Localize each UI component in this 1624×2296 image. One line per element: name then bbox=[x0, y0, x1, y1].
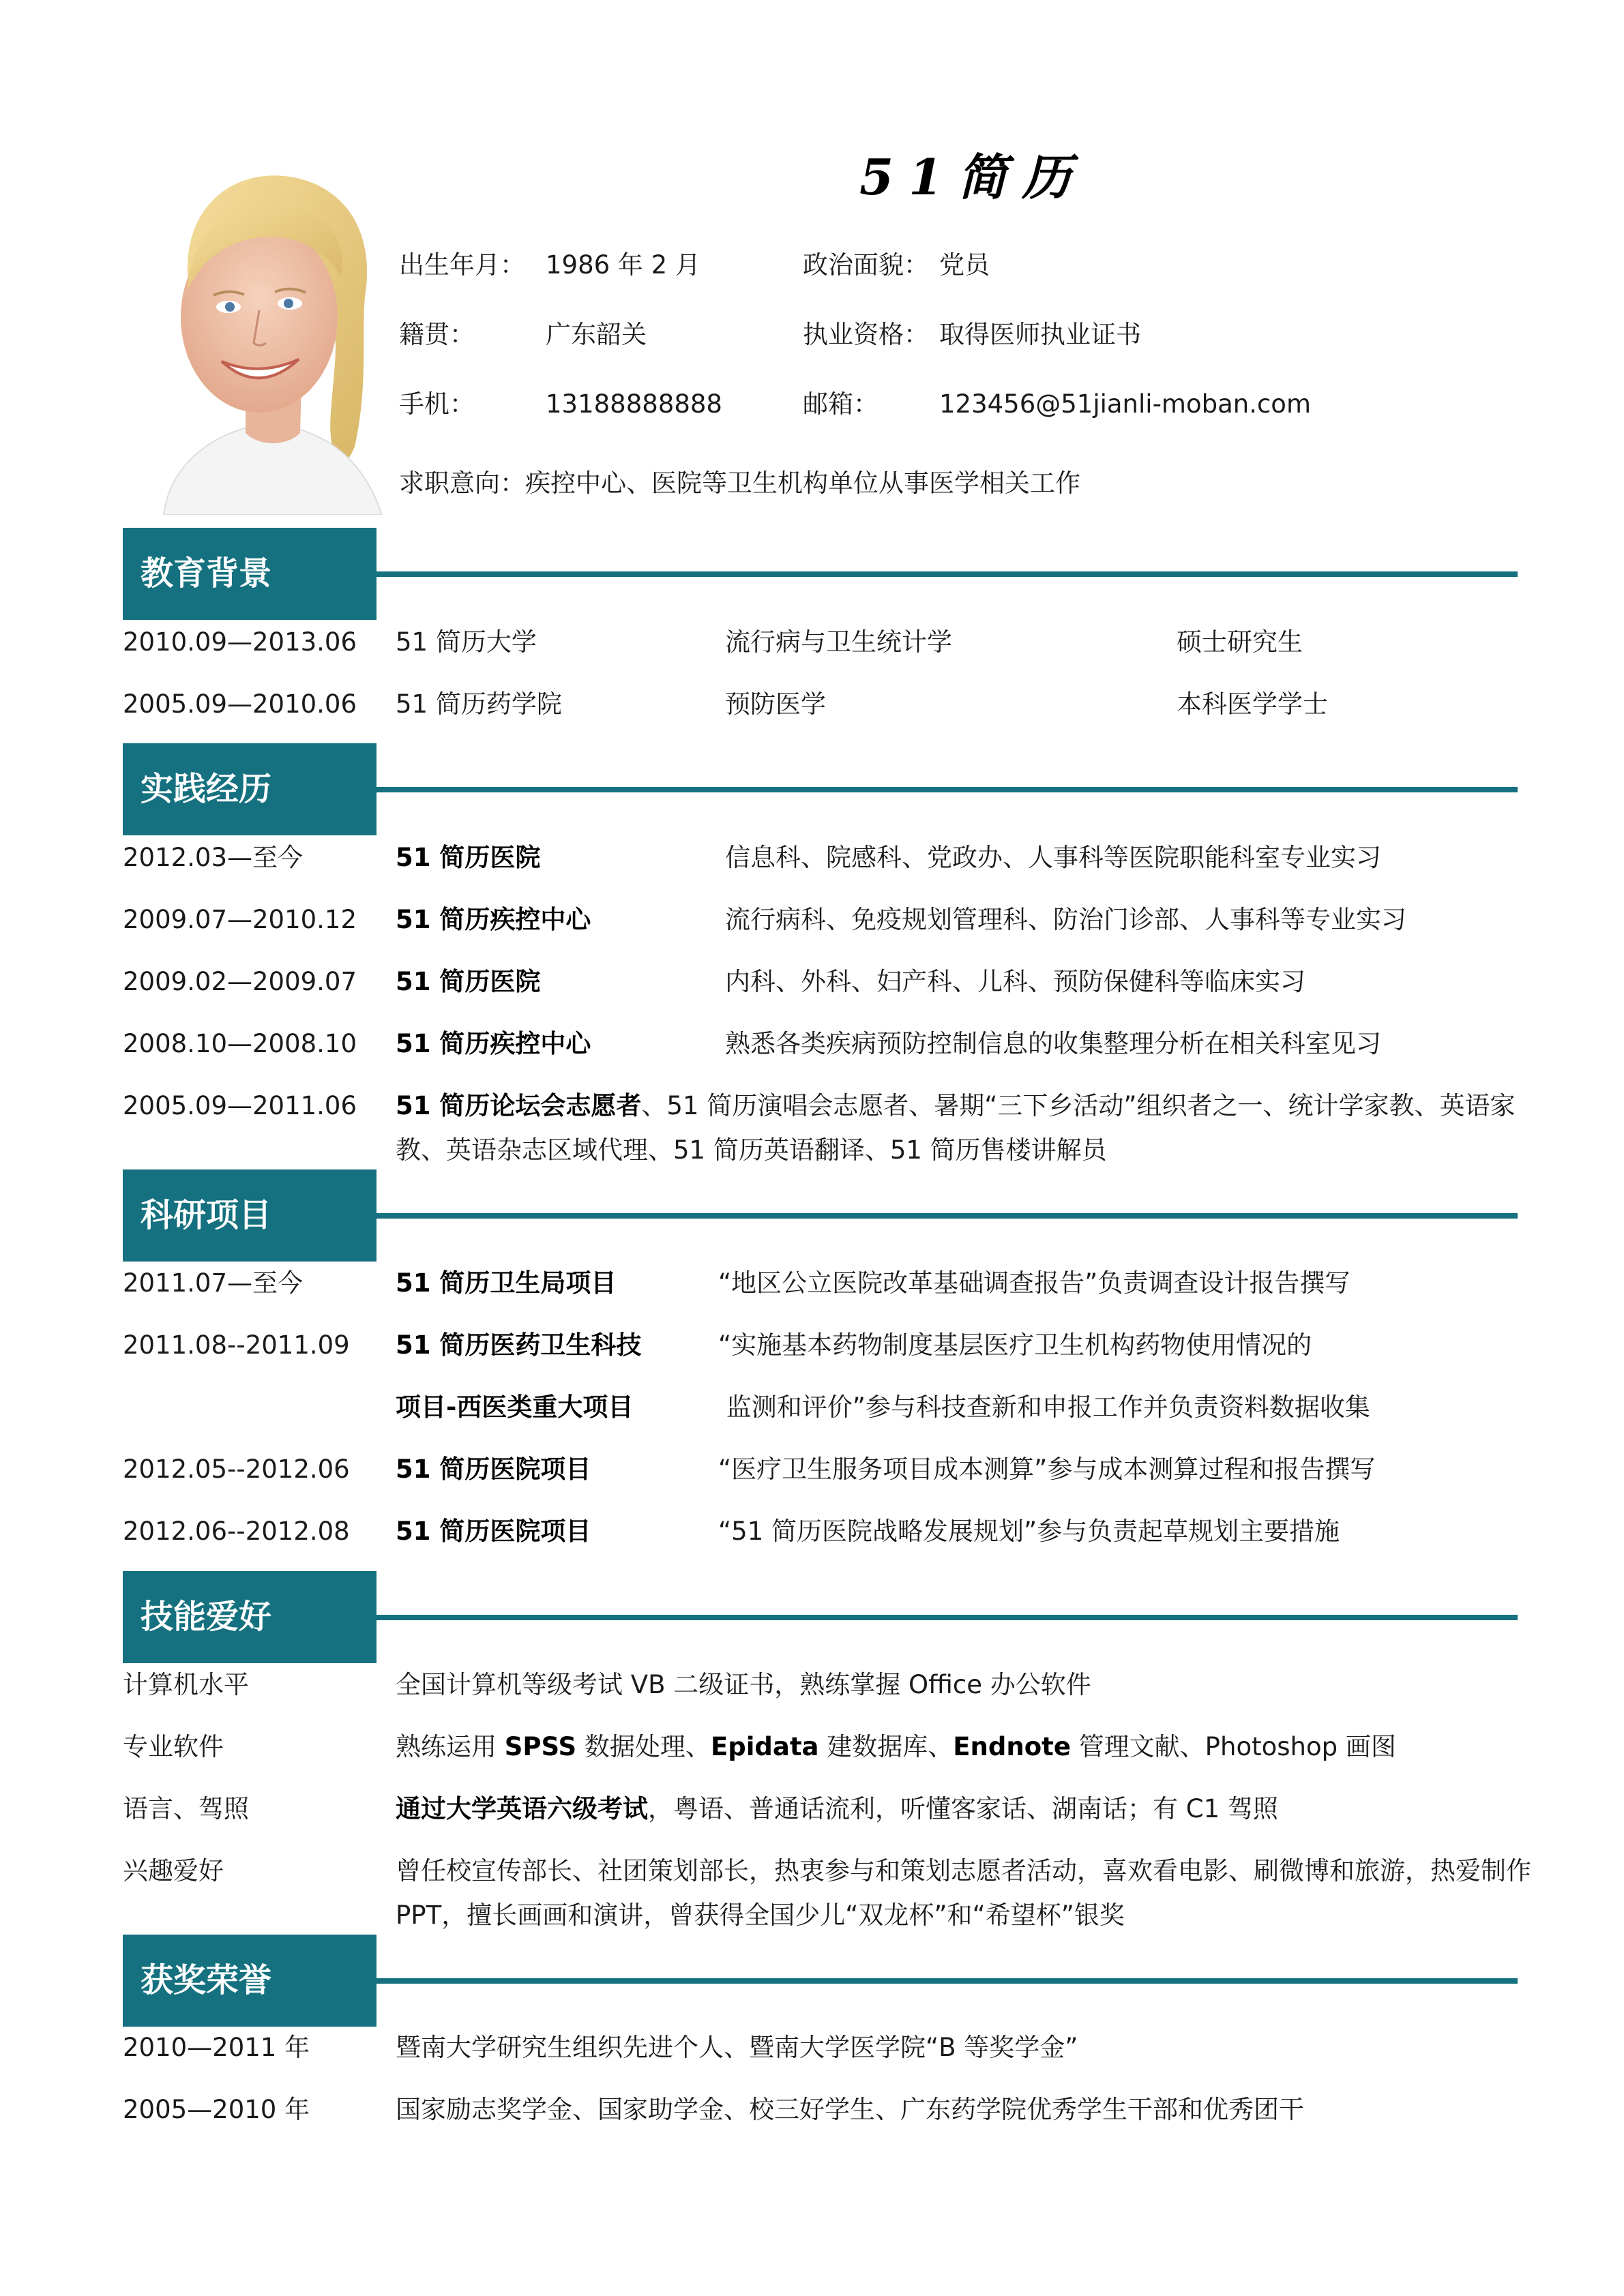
skill-text-hobby: 曾任校宣传部长、社团策划部长，热衷参与和策划志愿者活动，喜欢看电影、刷微博和旅游，热爱制作 bbox=[396, 1856, 1531, 1885]
section-divider bbox=[377, 1615, 1518, 1620]
practice-desc: 信息科、院感科、党政办、人事科等医院职能科室专业实习 bbox=[725, 843, 1381, 872]
skill-text-computer: 全国计算机等级考试 VB 二级证书，熟练掌握 Office 办公软件 bbox=[396, 1670, 1091, 1699]
award-date: 2010—2011 年 bbox=[123, 2033, 310, 2062]
volunteer-line-1 bbox=[396, 1091, 1516, 1121]
software-text: 管理文献、Photoshop 画图 bbox=[1070, 1732, 1396, 1761]
software-endnote: Endnote bbox=[953, 1732, 1071, 1761]
phone-label: 手机： bbox=[399, 389, 475, 419]
practice-org: 51 简历疾控中心 bbox=[396, 905, 591, 934]
edu-major: 流行病与卫生统计学 bbox=[725, 627, 952, 657]
phone-value: 13188888888 bbox=[546, 389, 722, 419]
section-divider bbox=[377, 787, 1518, 792]
practice-org: 51 简历疾控中心 bbox=[396, 1029, 591, 1058]
job-objective: 求职意向：疾控中心、医院等卫生机构单位从事医学相关工作 bbox=[399, 468, 1080, 498]
practice-date: 2012.03—至今 bbox=[123, 843, 304, 872]
woman-portrait-icon bbox=[123, 160, 396, 515]
volunteer-highlight: 51 简历论坛会志愿者 bbox=[396, 1091, 642, 1120]
research-desc: 监测和评价”参与科技查新和申报工作并负责资料数据收集 bbox=[718, 1392, 1370, 1422]
politics-value: 党员 bbox=[939, 250, 990, 280]
origin-label: 籍贯： bbox=[399, 320, 475, 349]
practice-date: 2009.02—2009.07 bbox=[123, 967, 357, 996]
practice-desc: 内科、外科、妇产科、儿科、预防保健科等临床实习 bbox=[725, 967, 1305, 996]
qualification-value: 取得医师执业证书 bbox=[939, 320, 1141, 349]
section-heading-education: 教育背景 bbox=[123, 528, 377, 620]
research-desc: “地区公立医院改革基础调查报告”负责调查设计报告撰写 bbox=[718, 1268, 1350, 1298]
practice-date: 2008.10—2008.10 bbox=[123, 1029, 357, 1058]
research-date: 2011.07—至今 bbox=[123, 1268, 304, 1298]
qualification-label: 执业资格： bbox=[803, 320, 929, 349]
volunteer-text: 、51 简历演唱会志愿者、暑期“三下乡活动”组织者之一、统计学家教、英语家 bbox=[641, 1091, 1516, 1120]
edu-school: 51 简历药学院 bbox=[396, 689, 562, 719]
practice-desc: 熟悉各类疾病预防控制信息的收集整理分析在相关科室见习 bbox=[725, 1029, 1381, 1058]
software-epidata: Epidata bbox=[710, 1732, 819, 1761]
skill-label-hobby: 兴趣爱好 bbox=[123, 1856, 224, 1885]
software-text: 数据处理、 bbox=[576, 1732, 711, 1761]
skill-text-software bbox=[396, 1732, 1396, 1762]
politics-label: 政治面貌： bbox=[803, 250, 929, 280]
section-heading-research: 科研项目 bbox=[123, 1169, 377, 1262]
software-text: 建数据库、 bbox=[818, 1732, 954, 1761]
birth-value: 1986 年 2 月 bbox=[546, 250, 700, 280]
research-date: 2011.08--2011.09 bbox=[123, 1330, 350, 1360]
email-label: 邮箱： bbox=[803, 389, 879, 419]
practice-desc: 流行病科、免疫规划管理科、防治门诊部、人事科等专业实习 bbox=[725, 905, 1406, 934]
section-divider bbox=[377, 1978, 1518, 1984]
research-org: 51 简历卫生局项目 bbox=[396, 1268, 617, 1298]
section-heading-practice: 实践经历 bbox=[123, 743, 377, 835]
skill-text-hobby-2: PPT，擅长画画和演讲，曾获得全国少儿“双龙杯”和“希望杯”银奖 bbox=[396, 1900, 1125, 1930]
origin-value: 广东韶关 bbox=[546, 320, 647, 349]
skill-label-language: 语言、驾照 bbox=[123, 1794, 249, 1823]
research-desc: “实施基本药物制度基层医疗卫生机构药物使用情况的 bbox=[718, 1330, 1312, 1360]
edu-degree: 硕士研究生 bbox=[1177, 627, 1303, 657]
section-heading-awards: 获奖荣誉 bbox=[123, 1935, 377, 2027]
software-text: 熟练运用 bbox=[396, 1732, 505, 1761]
research-org: 51 简历医院项目 bbox=[396, 1517, 591, 1546]
skill-text-language bbox=[396, 1794, 1278, 1824]
practice-date: 2005.09—2011.06 bbox=[123, 1091, 357, 1120]
edu-date: 2010.09—2013.06 bbox=[123, 627, 357, 657]
research-desc: “医疗卫生服务项目成本测算”参与成本测算过程和报告撰写 bbox=[718, 1455, 1376, 1484]
profile-photo bbox=[123, 160, 396, 515]
research-org: 项目-西医类重大项目 bbox=[396, 1392, 634, 1422]
resume-title: 51简历 bbox=[859, 148, 1087, 206]
section-divider bbox=[377, 1213, 1518, 1219]
edu-degree: 本科医学学士 bbox=[1177, 689, 1328, 719]
birth-label: 出生年月： bbox=[399, 250, 525, 280]
skill-label-computer: 计算机水平 bbox=[123, 1670, 249, 1699]
edu-school: 51 简历大学 bbox=[396, 627, 537, 657]
practice-org: 51 简历医院 bbox=[396, 843, 541, 872]
award-date: 2005—2010 年 bbox=[123, 2095, 310, 2124]
section-divider bbox=[377, 571, 1518, 577]
practice-date: 2009.07—2010.12 bbox=[123, 905, 357, 934]
research-org: 51 简历医药卫生科技 bbox=[396, 1330, 642, 1360]
language-text: ，粤语、普通话流利，听懂客家话、湖南话；有 C1 驾照 bbox=[648, 1794, 1278, 1823]
section-heading-skills: 技能爱好 bbox=[123, 1571, 377, 1663]
award-text: 国家励志奖学金、国家助学金、校三好学生、广东药学院优秀学生干部和优秀团干 bbox=[396, 2095, 1304, 2124]
edu-major: 预防医学 bbox=[725, 689, 826, 719]
email-value: 123456@51jianli-moban.com bbox=[939, 389, 1311, 419]
practice-org: 51 简历医院 bbox=[396, 967, 541, 996]
award-text: 暨南大学研究生组织先进个人、暨南大学医学院“B 等奖学金” bbox=[396, 2033, 1078, 2062]
research-org: 51 简历医院项目 bbox=[396, 1455, 591, 1484]
skill-label-software: 专业软件 bbox=[123, 1732, 224, 1761]
software-spss: SPSS bbox=[504, 1732, 577, 1761]
research-date: 2012.06--2012.08 bbox=[123, 1517, 350, 1546]
research-date: 2012.05--2012.06 bbox=[123, 1455, 350, 1484]
edu-date: 2005.09—2010.06 bbox=[123, 689, 357, 719]
language-highlight: 通过大学英语六级考试 bbox=[396, 1794, 648, 1823]
research-desc: “51 简历医院战略发展规划”参与负责起草规划主要措施 bbox=[718, 1517, 1340, 1546]
volunteer-line-2: 教、英语杂志区域代理、51 简历英语翻译、51 简历售楼讲解员 bbox=[396, 1135, 1107, 1165]
